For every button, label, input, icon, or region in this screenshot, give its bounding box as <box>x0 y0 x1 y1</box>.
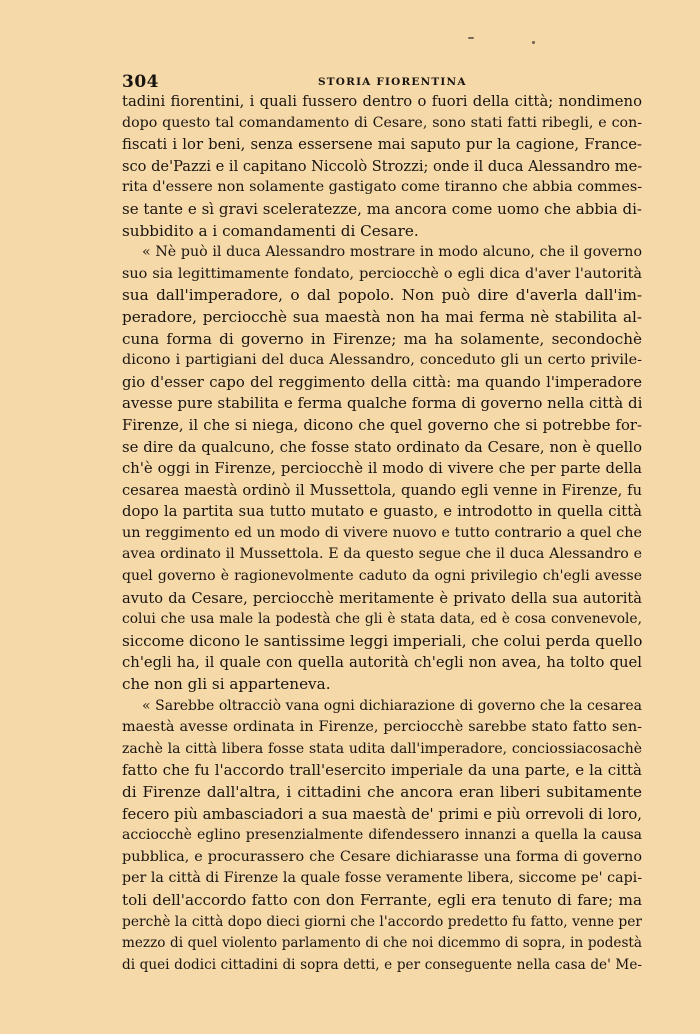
text-line: che non gli si apparteneva. <box>122 675 331 694</box>
text-line: dopo la partita sua tutto mutato e guasto, e introdotto in quella città <box>122 503 642 521</box>
text-line: « Nè può il duca Alessandro mostrare in modo alcuno, che il governo <box>142 244 642 261</box>
text-line: se tante e sì gravi sceleratezze, ma ancora come uomo che abbia di- <box>122 199 642 218</box>
text-line: sua dall'imperadore, o dal popolo. Non può dire d'averla dall'im- <box>122 286 642 305</box>
text-line: zachè la città libera fosse stata udita dall'imperadore, conciossiacosachè <box>122 740 642 757</box>
text-line: maestà avesse ordinata in Firenze, perciocchè sarebbe stato fatto sen- <box>122 719 642 736</box>
text-line: tadini fiorentini, i quali fussero dentro o fuori della città; nondimeno <box>122 93 642 110</box>
text-line: per la città di Firenze la quale fosse veramente libera, siccome pe' capi- <box>122 870 642 887</box>
text-line: fatto che fu l'accordo trall'esercito imperiale da una parte, e la città <box>122 761 642 780</box>
text-line: acciocchè eglino presenzialmente difendessero innanzi a quella la causa <box>122 827 642 844</box>
text-line: « Sarebbe oltracciò vana ogni dichiarazione di governo che la cesarea <box>142 697 642 714</box>
paper-speck <box>468 37 474 39</box>
text-line: ch'egli ha, il quale con quella autorità ch'egli non avea, ha tolto quel <box>122 654 642 672</box>
text-line: se dire da qualcuno, che fosse stato ordinato da Cesare, non è quello <box>122 438 642 456</box>
text-line: dicono i partigiani del duca Alessandro, conceduto gli un certo privile- <box>122 352 642 369</box>
text-line: pubblica, e procurassero che Cesare dichiarasse una forma di governo <box>122 848 642 865</box>
running-title: STORIA FIORENTINA <box>318 76 467 88</box>
text-line: cesarea maestà ordinò il Mussettola, quando egli venne in Firenze, fu <box>122 481 642 499</box>
text-line: toli dell'accordo fatto con don Ferrante, egli era tenuto di fare; ma <box>122 890 642 909</box>
text-line: avea ordinato il Mussettola. E da questo segue che il duca Alessandro e <box>122 546 642 563</box>
text-line: rita d'essere non solamente gastigato come tiranno che abbia commes- <box>122 179 642 196</box>
text-line: Firenze, il che si niega, dicono che quel governo che si potrebbe for- <box>122 416 642 434</box>
paper-speck <box>532 41 535 44</box>
body-text <box>122 91 642 976</box>
text-line: peradore, perciocchè sua maestà non ha mai ferma nè stabilita al- <box>122 307 642 326</box>
text-line: fiscati i lor beni, senza essersene mai saputo pur la cagione, France- <box>122 136 642 154</box>
text-line: sco de'Pazzi e il capitano Niccolò Strozzi; onde il duca Alessandro me- <box>122 157 642 175</box>
text-line: colui che usa male la podestà che gli è stata data, ed è cosa convenevole, <box>122 611 642 628</box>
text-line: di Firenze dall'altra, i cittadini che ancora eran liberi subitamente <box>122 783 642 801</box>
text-line: cuna forma di governo in Firenze; ma ha solamente, secondochè <box>122 329 642 348</box>
text-line: subbidito a i comandamenti di Cesare. <box>122 221 419 240</box>
text-line: quel governo è ragionevolmente caduto da ogni privilegio ch'egli avesse <box>122 568 642 585</box>
page-number: 304 <box>122 72 159 92</box>
page-header <box>122 72 642 92</box>
text-line: perchè la città dopo dieci giorni che l'accordo predetto fu fatto, venne per <box>122 913 642 930</box>
text-line: suo sia legittimamente fondato, perciocchè o egli dica d'aver l'autorità <box>122 265 642 282</box>
text-line: fecero più ambasciadori a sua maestà de' primi e più orrevoli di loro, <box>122 805 642 823</box>
text-line: gio d'esser capo del reggimento della città: ma quando l'imperadore <box>122 373 642 391</box>
text-line: mezzo di quel violento parlamento di che noi dicemmo di sopra, in podestà <box>122 935 642 952</box>
text-line: avuto da Cesare, perciocchè meritamente è privato della sua autorità <box>122 589 642 607</box>
text-line: ch'è oggi in Firenze, perciocchè il modo di vivere che per parte della <box>122 460 642 478</box>
text-line: di quei dodici cittadini di sopra detti, e per conseguente nella casa de' Me- <box>122 956 642 973</box>
text-line: un reggimento ed un modo di vivere nuovo e tutto contrario a quel che <box>122 524 642 541</box>
text-line: avesse pure stabilita e ferma qualche forma di governo nella città di <box>122 394 642 413</box>
text-line: dopo questo tal comandamento di Cesare, sono stati fatti ribegli, e con- <box>122 114 642 131</box>
text-line: siccome dicono le santissime leggi imperiali, che colui perda quello <box>122 631 642 650</box>
